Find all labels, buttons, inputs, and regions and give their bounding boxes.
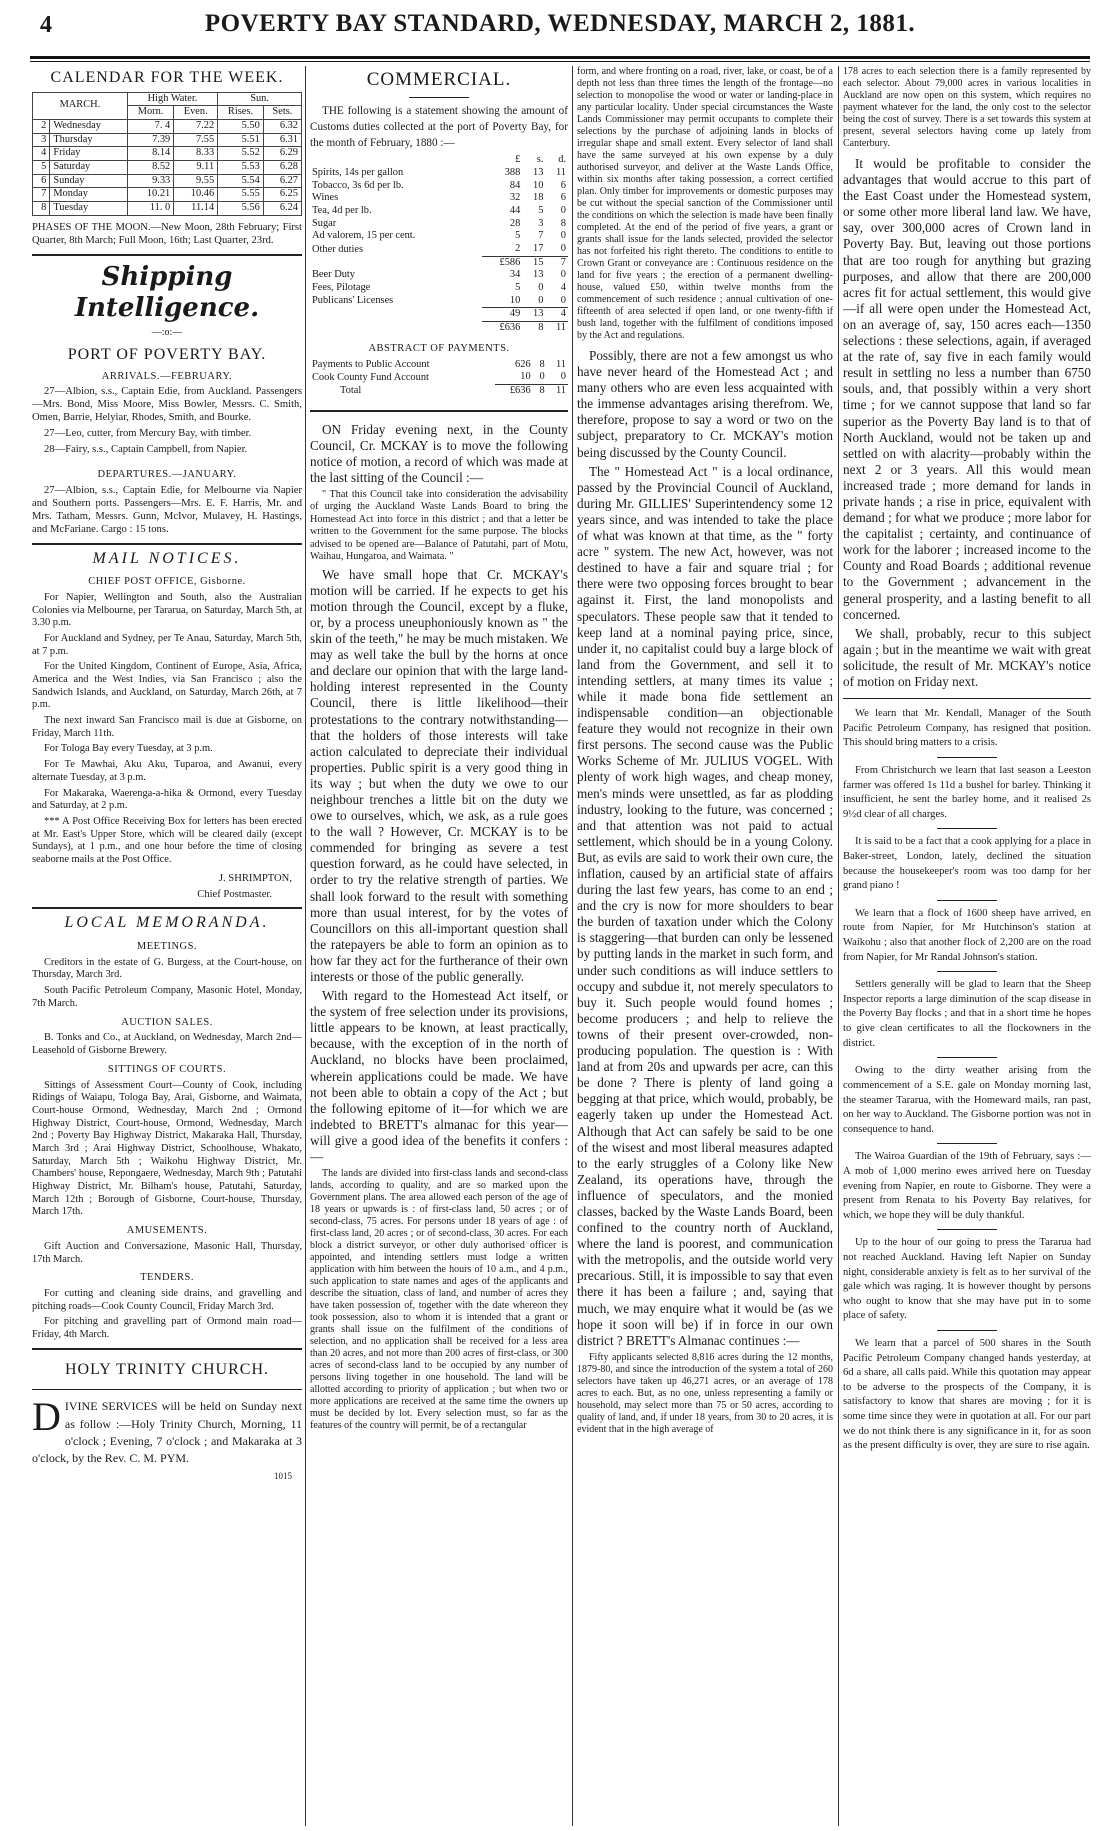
- column-divider: [305, 66, 306, 1826]
- calendar-sun: Sun.: [218, 92, 302, 106]
- news-note: We learn that a parcel of 500 shares in the South Pacific Petroleum Company changed hands yesterday, at 6d a share, all calls paid. While this quotation may appear to be adverse to the prospects of the Company, it is satisfactory to know that shares are moving ; for it is some time since they were in quotation at all. For our part we do not think there is any significance in it, for as soon as the present difficulty is over, they are sure to rise again.: [843, 1338, 1091, 1452]
- section-rule: [32, 543, 302, 545]
- ledger-row: [310, 192, 568, 205]
- column-4: [843, 66, 1091, 1826]
- page-number: 4: [40, 12, 52, 38]
- calendar-cell-s: 6.31: [263, 133, 301, 147]
- ledger-cell-s: 18: [533, 192, 544, 204]
- almanac-cont: 178 acres to each selection there is a family represented by each selector. About 79,000 acres in various localities in Auckland are now open on this system, which requires no payment whatever for the land, the only cost to the selector being the cost of survey. There is a set towards this system at present, several selectors having come up lately from Canterbury.: [843, 66, 1091, 149]
- church-notice: [32, 1394, 302, 1468]
- ledger-cell-s: 0: [538, 282, 544, 294]
- amusements-heading: AMUSEMENTS.: [126, 1225, 208, 1237]
- column-2: [310, 66, 568, 1826]
- shipping-heading: Shipping Intelligence.: [74, 261, 260, 324]
- tenders-heading: TENDERS.: [140, 1272, 194, 1284]
- calendar-cell-d: 7: [33, 188, 50, 202]
- calendar-col-rises: Rises.: [218, 106, 264, 120]
- departures-heading: DEPARTURES.—JANUARY.: [97, 469, 237, 481]
- commercial-heading: COMMERCIAL.: [366, 69, 512, 90]
- payments-total: [310, 384, 568, 397]
- church-heading: HOLY TRINITY CHURCH.: [64, 1360, 270, 1378]
- calendar-cell-day: Monday: [50, 188, 128, 202]
- payments-table: [310, 359, 568, 398]
- editorial-para: Possibly, there are not a few amongst us who have never heard of the Homestead Act ; and many others who are even less acquainted with the immense advantages arising therefrom. We, therefore, propose to say a word or two on the subject, preparatory to Cr. MCKAY's motion being discussed by the County Council.: [577, 348, 833, 460]
- calendar-row: [33, 147, 302, 161]
- grand-total-pounds: £636: [482, 322, 522, 335]
- customs-items: [310, 167, 568, 256]
- note-separator: [937, 1330, 997, 1331]
- auction-heading: AUCTION SALES.: [121, 1016, 213, 1028]
- calendar-cell-r: 5.50: [218, 119, 264, 133]
- ledger-cell-label: Publicans' Licenses: [312, 295, 394, 307]
- news-notes: [843, 707, 1091, 1454]
- total-label: Total: [340, 384, 362, 396]
- port-heading: PORT OF POVERTY BAY.: [67, 346, 267, 364]
- mail-notice: *** A Post Office Receiving Box for letters has been erected at Mr. East's Upper Store, which will be cleared daily (except Sundays), at 1 p.m., and one hour before the time of closing seaborne mails at the Post Office.: [32, 815, 302, 865]
- calendar-row: [33, 119, 302, 133]
- ledger-row: [310, 243, 568, 256]
- other-total: [310, 308, 568, 322]
- ledger-cell-s: 0: [538, 294, 544, 306]
- ledger-cell-d: 8: [560, 217, 566, 229]
- calendar-cell-m: 8.52: [127, 160, 173, 174]
- mail-notice: For Auckland and Sydney, per Te Anau, Saturday, March 5th, at 7 p.m.: [32, 632, 302, 657]
- courts-item: Sittings of Assessment Court—County of Cook, including Ridings of Waiapu, Tologa Bay, Arai, Gisborne, and Waimata, Court-house Ormond, Wednesday, March 2nd ; Ormond Highway District, Court-house, Ormond, Wednesday, March 2nd ; Poverty Bay Highway District, Makaraka Hall, Thursday, March 3rd ; Arai Highway District, Schoolhouse, Whakato, Saturday, March 5th ; Waikohu Highway District, Mr. Chambers' house, Repongaere, Wednesday, March 9th ; Patutahi Highway District, Mr. Bilham's house, Patutahi, Saturday, March 12th ; Borough of Gisborne, Court-house, Thursday, March 17th.: [32, 1079, 302, 1218]
- masthead-rule: [30, 56, 1090, 59]
- news-note: We learn that a flock of 1600 sheep have arrived, en route from Napier, for Mr Hutchinson's station at Waikohu ; also that another flock of 2,200 are on the road from Napier, for Mr Randal Johnson's station.: [843, 907, 1091, 963]
- calendar-cell-e: 10.46: [174, 188, 218, 202]
- calendar-cell-d: 4: [33, 147, 50, 161]
- ledger-cell-label: Cook County Fund Account: [312, 371, 429, 383]
- editorial-para: We shall, probably, recur to this subject again ; but in the meantime we wait with great solicitude, the result of Mr. MCKAY's notice of motion on Friday next.: [843, 625, 1091, 689]
- courts-heading: SITTINGS OF COURTS.: [107, 1063, 227, 1075]
- section-rule: [843, 698, 1091, 699]
- short-rule: [409, 97, 469, 98]
- ledger-cell-s: 0: [539, 371, 545, 383]
- ledger-cell-s: 13: [533, 166, 544, 178]
- meetings-heading: MEETINGS.: [136, 941, 198, 952]
- ledger-cell-l: 10: [509, 294, 521, 306]
- other-items: [310, 269, 568, 308]
- calendar-cell-r: 5.53: [218, 160, 264, 174]
- calendar-cell-day: Wednesday: [50, 119, 128, 133]
- calendar-cell-s: 6.25: [263, 188, 301, 202]
- ledger-row: [310, 371, 568, 384]
- tender-item: For pitching and gravelling part of Ormond main road—Friday, 4th March.: [32, 1316, 302, 1341]
- calendar-cell-m: 9.33: [127, 174, 173, 188]
- ledger-cell-s: 10: [533, 179, 544, 191]
- post-office: CHIEF POST OFFICE, Gisborne.: [88, 576, 246, 588]
- calendar-col-morn: Morn.: [127, 106, 173, 120]
- calendar-cell-m: 11. 0: [127, 202, 173, 216]
- news-note: The Wairoa Guardian of the 19th of February, says :— A mob of 1,000 merino ewes arrived here on Tuesday evening from Napier, en route to Gisborne. They were a present from Renata to his Poverty Bay relatives, for which, we hope they will be duly thankful.: [843, 1151, 1091, 1221]
- motion-quote: " That this Council take into consideration the advisability of urging the Auckland Waste Lands Board to bring the Homestead Act into force in this district ; and that a letter be written to the Government for the same purpose. The blocks advised to be opened are—Balance of Patutahi, part of Motu, Waihau, Hungaroa, and Waimata. ": [310, 489, 568, 563]
- amusements-item: Gift Auction and Conversazione, Masonic Hall, Thursday, 17th March.: [32, 1240, 302, 1265]
- ledger-cell-l: 626: [515, 358, 531, 370]
- ledger-cell-l: 34: [509, 269, 521, 281]
- ledger-cell-d: 11: [555, 166, 566, 178]
- calendar-cell-r: 5.56: [218, 202, 264, 216]
- grand-total-shillings: 8: [522, 322, 545, 335]
- ledger-row: [310, 359, 568, 372]
- ledger-cell-d: 0: [560, 204, 566, 216]
- calendar-heading: CALENDAR FOR THE WEEK.: [50, 69, 284, 86]
- calendar-table: [32, 92, 302, 216]
- calendar-row: [33, 202, 302, 216]
- calendar-cell-s: 6.27: [263, 174, 301, 188]
- meeting-item: South Pacific Petroleum Company, Masonic Hotel, Monday, 7th March.: [32, 985, 302, 1009]
- ledger-row: [310, 230, 568, 243]
- postmaster-title: Chief Postmaster.: [197, 888, 272, 900]
- note-separator: [937, 828, 997, 829]
- ledger-cell-l: 388: [504, 166, 521, 178]
- ledger-row: [310, 218, 568, 231]
- calendar-cell-day: Saturday: [50, 160, 128, 174]
- calendar-row: [33, 160, 302, 174]
- news-note: Up to the hour of our going to press the Tararua had not reached Auckland. Having left Napier on Sunday night, considerable anxiety is felt as to her survival of the gale which was raging. It is however thought by persons who ought to know that she may have put in to some place of safety.: [843, 1237, 1091, 1322]
- ledger-cell-l: 5: [515, 282, 521, 294]
- arrival-item: 27—Albion, s.s., Captain Edie, from Auckland. Passengers—Mrs. Bond, Miss Moore, Miss Bowler, Messrs. C. Smith, Omen, Barrie, Helyiar, Rhodes, Smith, and Bourke.: [32, 386, 302, 424]
- almanac-tail: Fifty applicants selected 8,816 acres during the 12 months, 1879-80, and since the introduction of the system a total of 260 selectors have taken up 46,271 acres, or an average of 178 acres to each. But, as no one, unless representing a family or household, may select more than 75 or 50 acres, according to quality of land, and, if under 18 years, from 30 to 20 acres, it is evident that in the high average of: [577, 1351, 833, 1435]
- note-separator: [937, 1143, 997, 1144]
- calendar-cell-r: 5.51: [218, 133, 264, 147]
- calendar-cell-r: 5.55: [218, 188, 264, 202]
- arrival-item: 28—Fairy, s.s., Captain Campbell, from Napier.: [44, 444, 248, 456]
- memoranda-heading: LOCAL MEMORANDA.: [64, 914, 270, 932]
- masthead: [30, 4, 1090, 56]
- calendar-cell-e: 7.22: [174, 119, 218, 133]
- calendar-cell-m: 7. 4: [127, 119, 173, 133]
- ledger-cell-label: Ad valorem, 15 per cent.: [312, 230, 416, 242]
- calendar-cell-r: 5.54: [218, 174, 264, 188]
- note-separator: [937, 900, 997, 901]
- ledger-cell-l: 32: [509, 192, 521, 204]
- pounds-header: £: [515, 154, 521, 166]
- note-separator: [937, 757, 997, 758]
- ledger-cell-d: 0: [560, 269, 566, 281]
- ledger-cell-s: 17: [533, 243, 544, 254]
- moon-phases: PHASES OF THE MOON.—New Moon, 28th February; First Quarter, 8th March; Full Moon, 16th; Last Quarter, 23rd.: [32, 221, 302, 246]
- ledger-cell-s: 8: [539, 358, 545, 370]
- calendar-month: MARCH.: [33, 92, 128, 119]
- calendar-cell-s: 6.24: [263, 202, 301, 216]
- subtotal-pounds: £586: [482, 256, 522, 269]
- ledger-row: [310, 282, 568, 295]
- calendar-col-sets: Sets.: [263, 106, 301, 120]
- calendar-cell-s: 6.28: [263, 160, 301, 174]
- calendar-cell-m: 8.14: [127, 147, 173, 161]
- ledger-cell-d: 0: [560, 371, 566, 383]
- ledger-cell-l: 10: [520, 371, 531, 383]
- section-rule: [32, 254, 302, 256]
- customs-intro: THE following is a statement showing the amount of Customs duties collected at the port of Poverty Bay, for the month of February, 1880 :—: [310, 105, 568, 149]
- column-divider: [572, 66, 573, 1826]
- auction-item: B. Tonks and Co., at Auckland, on Wednesday, March 2nd—Leasehold of Gisborne Brewery.: [32, 1032, 302, 1057]
- ledger-cell-l: 5: [515, 230, 521, 242]
- shillings-header: s.: [536, 154, 544, 166]
- calendar-cell-r: 5.52: [218, 147, 264, 161]
- calendar-cell-e: 7.55: [174, 133, 218, 147]
- subtotal-pence: 7: [545, 256, 568, 269]
- news-note: It is said to be a fact that a cook applying for a place in Baker-street, London, lately, declined the situation because the housekeeper's room was too damp for her grand piano !: [843, 836, 1091, 892]
- calendar-cell-e: 11.14: [174, 202, 218, 216]
- ledger-cell-d: 0: [560, 230, 566, 242]
- ledger-cell-label: Fees, Pilotage: [312, 282, 371, 294]
- arrival-item: 27—Leo, cutter, from Mercury Bay, with timber.: [44, 428, 252, 440]
- newspaper-title: POVERTY BAY STANDARD, WEDNESDAY, MARCH 2, 1881.: [204, 10, 916, 37]
- ledger-cell-s: 3: [538, 217, 544, 229]
- editorial-para: We have small hope that Cr. MCKAY's motion will be carried. If he expects to get his motion through the Council, except by a fluke, or, by a process uneuphoniously known as " the skin of the teeth," he may be much mistaken. We may as well take the bull by the horns at once and declare our opinion that with the large land-holding interest represented in the County Council, there is little likelihood—their protestations to the contrary notwithstanding—that the holders of those interests will take action calculated to depreciate their individual properties. Public spirit is a very good thing in its way ; but when the duty we owe to our neighbour trenches a little bit on the duty we owe to ourselves, which, we ask, as a rule goes to the wall ? However, Cr. MCKAY is to be commended for bringing as severe a test question forward, as he could have selected, in order to try the relative strength of parties. We shall look forward to the result with something more than usual interest, for by the votes of Councillors on this all-important question shall the ratepayers be able to form an opinion as to how far they act for the furtherance of their own interests or those of the public generally.: [310, 566, 568, 985]
- ledger-row: [310, 167, 568, 180]
- editorial-para: The " Homestead Act " is a local ordinance, passed by the Provincial Council of Auckland, during Mr. GILLIES' Superintendency some 12 years since, and was intended to take the place of what was known at that time, as the " forty acre " system. The new Act, however, was not destined to have a fair and square trial ; for there were two opposing forces brought to bear against it. First, the land monopolists and speculators. These people saw that it tended to keep land at a nominal paying price, since, under it, no capitalist could buy a large block of land from the Government, and sell it to intending settlers, at many times its value ; while it made bona fide settlement an indispensable condition—an objectionable feature they would not recognize in their own first persons. The second cause was the Public Works Scheme of Mr. JULIUS VOGEL. With plenty of work high wages, and cheap money, men's minds were unsettled, as far as plodding industry, looking to the future, was concerned ; and that attention was not paid to actual settlement, which should be in a young Colony. But, as evils are said to work their own cure, the inflation, caused by an artificial state of affairs during the last few years, has come to an end ; and the cry is now for more shoulders to bear the burden of taxation under which the Colony is staggering—that burden can only be lessened by putting lands in the market in such form, and under such conditions as will induce settlers to occupy and subdue it, not merely speculators to buy it. Such people would found homes ; become producers ; and help to relieve the towns of their present over-crowded, non-producing population. The question is : With land at from 20s and upwards per acre, can this be done ? There is plenty of land going a begging at that price, which would, probably, be eagerly taken up under the Homestead Act. Although that Act can safely be said to be one of the wisest and most liberal measures adapted to the early struggles of a Colony like New Zealand, its operations have, through the influence of speculators, and the monied classes, backed by the Waste Lands Board, been confined to the country north of Auckland, where the land is poorest, and communication with the metropolis, and the outside world very precarious. Still, it is impossible to say that even there it has been a failure ; and, saying that much, we may enquire what it would be (as we hope it soon will be) if in force in our own district ? BRETT's Almanac continues :—: [577, 463, 833, 1348]
- ledger-cell-l: 84: [509, 179, 521, 191]
- column-3: [577, 66, 833, 1826]
- calendar-cell-day: Tuesday: [50, 202, 128, 216]
- column-1: [32, 66, 302, 1826]
- total-pounds: £636: [495, 384, 533, 397]
- calendar-cell-d: 8: [33, 202, 50, 216]
- total-shillings: 8: [533, 384, 547, 397]
- mail-notice: The next inward San Francisco mail is due at Gisborne, on Friday, March 11th.: [32, 715, 302, 739]
- ledger-cell-l: 2: [515, 243, 521, 254]
- ledger-cell-l: 44: [509, 204, 521, 216]
- calendar-high-water: High Water.: [127, 92, 217, 106]
- news-note: Settlers generally will be glad to learn that the Sheep Inspector reports a large diminution of the scap disease in the Poverty Bay flocks ; and that in a short time he hopes to give clean certificates to all the flockowners in the district.: [843, 979, 1091, 1049]
- calendar-cell-d: 6: [33, 174, 50, 188]
- mail-notice: For the United Kingdom, Continent of Europe, Asia, Africa, America and the West Indies, via San Francisco ; also the Sandwich Islands, and Auckland, on Saturday, March 26th, at 7 p.m.: [32, 661, 302, 711]
- mail-notice: For Tologa Bay every Tuesday, at 3 p.m.: [44, 743, 213, 755]
- calendar-rows: [33, 119, 302, 215]
- ledger-cell-label: Beer Duty: [312, 269, 355, 281]
- news-note: Owing to the dirty weather arising from the commencement of a S.E. gale on Monday morning last, the steamer Tararua, with the Homeward mails, ran past, on her way to Auckland. The Gisborne portion was not in consequence to hand.: [843, 1065, 1091, 1135]
- calendar-cell-day: Thursday: [50, 133, 128, 147]
- calendar-cell-e: 9.11: [174, 160, 218, 174]
- note-separator: [937, 1229, 997, 1230]
- drop-cap: D: [32, 1394, 61, 1440]
- postmaster-name: J. SHRIMPTON,: [218, 872, 292, 884]
- masthead-rule-thin: [30, 61, 1090, 62]
- total-pence: 11: [547, 384, 568, 397]
- section-rule: [310, 410, 568, 412]
- grand-total: [310, 322, 568, 335]
- ledger-cell-d: 11: [555, 358, 566, 370]
- ledger-cell-d: 6: [560, 179, 566, 191]
- calendar-cell-m: 10.21: [127, 188, 173, 202]
- calendar-cell-d: 2: [33, 119, 50, 133]
- ledger-row: [310, 269, 568, 282]
- section-rule: [32, 907, 302, 909]
- calendar-cell-d: 5: [33, 160, 50, 174]
- pence-header: d.: [558, 154, 566, 166]
- almanac-quote: The lands are divided into first-class lands and second-class lands, according to quality, and are so marked upon the Government plans. The area allowed each person of the age of 18 years or upwards is : of first-class land, 50 acres ; or of second-class, 75 acres. For persons under 18 years of age : of first-class land, 20 acres ; or of second-class, 30 acres. For each block a district surveyor, or other duly authorised officer is appointed, and intending settlers must lodge a written application with him between the hours of 10 a.m., and 4 p.m., such application to state names and ages of the applicants and describe the situation, class of land, and number of acres they have taken possession of, together with the date whereon they took possession, also to whom it is intended that a grant or grants shall issue on the fulfilment of the conditions of selection, and no application shall be received for a less area than 20 acres, and not more than 200 acres of first-class, or 300 acres of second-class land to be occupied by any number of persons living together in one household. The land will be allotted according to priority of application ; but when two or more applications are received at the same time the owners up must be decided by lot. Every selection must, so far as the features of the country will permit, be of a rectangular: [310, 1168, 568, 1432]
- calendar-row: [33, 133, 302, 147]
- ledger-row: [310, 205, 568, 218]
- ledger-cell-d: 6: [560, 192, 566, 204]
- editorial-para: With regard to the Homestead Act itself, or the system of free selection under its provisions, little appears to be known, at least practically, because, with the exception of in the north of Auckland, no blocks have been proclaimed, wherein applications could be made. We have not been able to obtain a copy of the Act ; but the following epitome of it—for which we are indebted to BRETT's almanac for this year—will give a good idea of the benefits it confers :—: [310, 988, 568, 1165]
- editorial-para: It would be profitable to consider the advantages that would accrue to this part of the East Coast under the Homestead system, or some other more liberal land law. We have, say, over 300,000 acres of Crown land in Poverty Bay. But, leaving out those portions that are too rough for anything but grazing purposes, and allow that there are 200,000 acres fit for actual settlement, this would give—if all were open under the Homestead Act, on an average of, say, 150 acres each—1350 selections : these selections, again, if averaged at the rate of, say five in each family would result in settling no less a number than 6750 souls, and, that possibly within a very short time ; for we cannot suppose that land so far superior as the Poverty Bay land is to that of North Auckland, would not be taken up and settled on with alacrity—probably within the next 2 or 3 years. All this would mean increased trade ; more demand for lands in private hands ; a rise in price, equivalent with demand ; for what we produce ; more labor for the capitalist ; certainty, and continuance of work for the laborer ; increased income to the County and Road Boards ; additional revenue to the Government ; advancement in the general prosperity, and a lasting benefit to all concerned.: [843, 156, 1091, 622]
- meeting-item: Creditors in the estate of G. Burgess, at the Court-house, on Thursday, March 3rd.: [32, 956, 302, 981]
- calendar-row: [33, 174, 302, 188]
- customs-table: [310, 154, 568, 335]
- column-divider: [838, 66, 839, 1826]
- departure-item: 27—Albion, s.s., Captain Edie, for Melbourne via Napier and Southern ports. Passengers—Mrs. E. F. Harris, Mr. and Mrs. Tatham, Messrs. Gunn, McIvor, Mulavey, H. Hastings, and McFariane. Cargo : 15 tons.: [32, 484, 302, 535]
- ledger-cell-label: Wines: [312, 192, 339, 204]
- ledger-cell-label: Payments to Public Account: [312, 358, 430, 370]
- other-total-pence: 4: [545, 308, 568, 322]
- calendar-col-even: Even.: [174, 106, 218, 120]
- customs-subtotal: [310, 256, 568, 269]
- mail-heading: MAIL NOTICES.: [92, 549, 242, 567]
- ledger-cell-d: 0: [560, 294, 566, 306]
- section-rule: [32, 1389, 302, 1390]
- calendar-cell-day: Sunday: [50, 174, 128, 188]
- ledger-cell-s: 13: [533, 269, 544, 281]
- calendar-cell-s: 6.29: [263, 147, 301, 161]
- grand-total-pence: 11: [545, 322, 568, 335]
- ledger-cell-label: Other duties: [312, 243, 364, 255]
- ledger-row: [310, 295, 568, 308]
- calendar-cell-e: 8.33: [174, 147, 218, 161]
- calendar-cell-s: 6.32: [263, 119, 301, 133]
- ledger-cell-label: Tobacco, 3s 6d per lb.: [312, 179, 404, 191]
- other-total-shillings: 13: [522, 308, 545, 322]
- calendar-cell-d: 3: [33, 133, 50, 147]
- ledger-cell-d: 4: [560, 282, 566, 294]
- ledger-row: [310, 180, 568, 193]
- ledger-cell-label: Sugar: [312, 217, 337, 229]
- section-rule: [32, 1348, 302, 1350]
- calendar-cell-day: Friday: [50, 147, 128, 161]
- other-total-pounds: 49: [482, 308, 522, 322]
- ornament: —:o:—: [151, 326, 183, 338]
- ledger-cell-d: 0: [560, 243, 566, 254]
- ledger-cell-l: 28: [509, 217, 521, 229]
- arrivals-heading: ARRIVALS.—FEBRUARY.: [101, 370, 233, 382]
- ledger-cell-s: 5: [538, 204, 544, 216]
- payment-items: [310, 359, 568, 385]
- calendar-cell-m: 7.39: [127, 133, 173, 147]
- ledger-cell-label: Spirits, 14s per gallon: [312, 166, 404, 178]
- mail-notice: For Napier, Wellington and South, also the Australian Colonies via Melbourne, per Tararua, on Saturday, March 5th, at 3.30 p.m.: [32, 591, 302, 629]
- almanac-quote-cont: form, and where fronting on a road, river, lake, or coast, be of a depth not less than three times the length of the frontage—no selection to monopolise the wood or water or landing-place in any particular locality. Under special circumstances the Waste Lands Commissioner may permit occupants to complete their selections by the purchase of adjoining lands in blocks of irregular shape and small extent. Every selector of land shall have the same surveyed at his own expense by a duly authorised surveyor, and deliver at the Waste Lands Office, within six months after taking possession, a correct certified plan. Only timber for improvements or domestic purposes may be cut without the special sanction of the Commissioner until the conditions on which the selection is made have been finally completed. At the end of the period of five years, a grant or grants shall issue for the lands selected, provided the selector has not forfeited his right thereto. The conditions to entitle to Crown Grant or conveyance are : Continuous residence on the land for five years ; the erection of a permanent dwelling-house, valued £50, within twelve months from the commencement of such residence ; annual cultivation of one-fifteenth of area selected if open land, or one twenty-fifth if bush land, together with the fulfilment of conditions imposed by the Act and regulations.: [577, 66, 833, 341]
- note-separator: [937, 971, 997, 972]
- ledger-cell-s: 7: [538, 230, 544, 242]
- church-text: IVINE SERVICES will be held on Sunday next as follow :—Holy Trinity Church, Morning, 11 o'clock ; Evening, 7 o'clock ; and Makaraka at 3 o'clock, by the Rev. C. M. PYM.: [32, 1399, 302, 1466]
- mail-notice: For Makaraka, Waerenga-a-hika & Ormond, every Tuesday and Saturday, at 2 p.m.: [32, 787, 302, 812]
- tender-item: For cutting and cleaning side drains, and gravelling and pitching roads—Cook County Council, Friday March 3rd.: [32, 1288, 302, 1312]
- subtotal-shillings: 15: [522, 256, 545, 269]
- mail-notice: For Te Mawhai, Aku Aku, Tuparoa, and Awanui, every alternate Tuesday, at 3 p.m.: [32, 759, 302, 783]
- ledger-cell-label: Tea, 4d per lb.: [312, 204, 372, 216]
- calendar-cell-e: 9.55: [174, 174, 218, 188]
- calendar-row: [33, 188, 302, 202]
- editorial-para: ON Friday evening next, in the County Council, Cr. MCKAY is to move the following notice of motion, a record of which was made at the last sitting of the Council :—: [310, 421, 568, 485]
- note-separator: [937, 1057, 997, 1058]
- abstract-heading: ABSTRACT OF PAYMENTS.: [368, 342, 510, 354]
- news-note: We learn that Mr. Kendall, Manager of the South Pacific Petroleum Company, has resigned that position. This should bring matters to a crisis.: [843, 708, 1091, 749]
- news-note: From Christchurch we learn that last season a Leeston farmer was offered 1s 11d a bushel for barley. Thinking it insufficient, he sent the barley home, and it realised 2s 9½d clear of all charges.: [843, 764, 1091, 820]
- church-ref: 1015: [274, 1470, 292, 1481]
